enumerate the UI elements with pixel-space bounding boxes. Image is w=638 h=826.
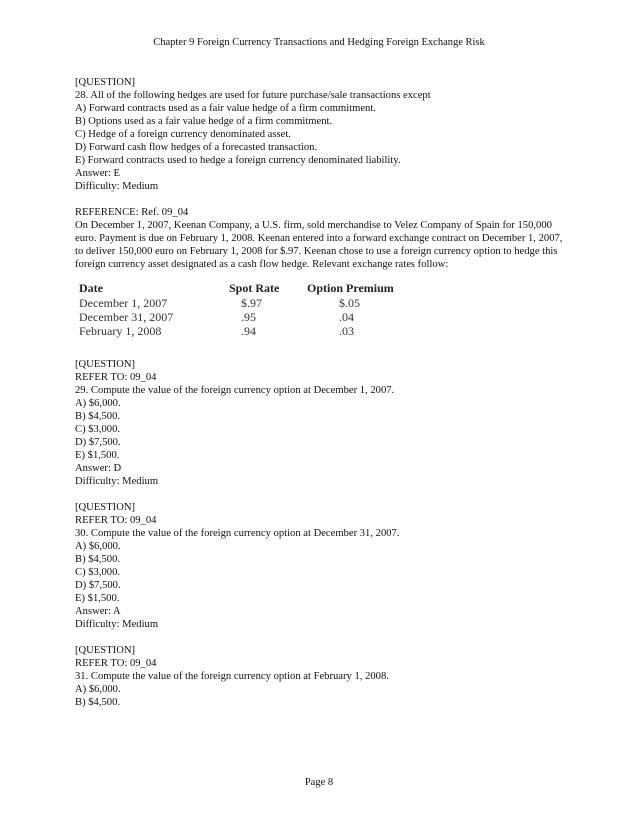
answer-option: C) $3,000. [75, 567, 121, 578]
table-cell-option-premium: $.05 [339, 295, 360, 310]
answer-key: Answer: D [75, 463, 122, 474]
answer-option: B) $4,500. [75, 697, 121, 708]
difficulty-label: Difficulty: Medium [75, 181, 159, 192]
column-header-date: Date [79, 281, 103, 295]
question-tag: [QUESTION] [75, 645, 136, 656]
refer-to: REFER TO: 09_04 [75, 372, 157, 383]
table-row [79, 296, 407, 310]
answer-option: B) Options used as a fair value hedge of a firm commitment. [75, 116, 333, 127]
answer-option: C) Hedge of a foreign currency denominated asset. [75, 129, 291, 140]
answer-option: D) $7,500. [75, 580, 121, 591]
answer-option: C) $3,000. [75, 424, 121, 435]
question-28 [75, 76, 565, 193]
table-cell-spot-rate: $.97 [241, 295, 262, 310]
table-cell-spot-rate: .95 [241, 309, 256, 324]
question-tag: [QUESTION] [75, 77, 136, 88]
question-30 [75, 501, 565, 631]
answer-option: E) $1,500. [75, 593, 120, 604]
document-body [75, 76, 565, 709]
table-cell-date: December 1, 2007 [79, 295, 168, 310]
answer-key: Answer: E [75, 168, 121, 179]
answer-option: A) $6,000. [75, 684, 121, 695]
table-cell-date: December 31, 2007 [79, 309, 174, 324]
reference-text: On December 1, 2007, Keenan Company, a U.S. firm, sold merchandise to Velez Company of Spain for 150,000 euro. Payment is due on February 1, 2008. Keenan entered into a forward exchange contract on December 1, 2007, to deliver 150,000 euro on February 1, 2008 for $.97. Keenan chose to use a foreign currency option to hedge this foreign currency asset designated as a cash flow hedge. Relevant exchange rates follow: [75, 220, 563, 270]
question-29 [75, 358, 565, 488]
question-stem: 31. Compute the value of the foreign currency option at February 1, 2008. [75, 671, 389, 682]
table-header-row [79, 281, 407, 296]
reference-title: REFERENCE: Ref. 09_04 [75, 207, 189, 218]
answer-option: E) Forward contracts used to hedge a foreign currency denominated liability. [75, 155, 401, 166]
difficulty-label: Difficulty: Medium [75, 476, 159, 487]
difficulty-label: Difficulty: Medium [75, 619, 159, 630]
exchange-rates-table [79, 281, 407, 338]
reference-09-04 [75, 206, 565, 338]
answer-option: D) Forward cash flow hedges of a forecasted transaction. [75, 142, 318, 153]
question-31 [75, 644, 565, 709]
page-header: Chapter 9 Foreign Currency Transactions and Hedging Foreign Exchange Risk [153, 37, 485, 48]
answer-option: E) $1,500. [75, 450, 120, 461]
table-cell-option-premium: .03 [339, 323, 354, 338]
table-cell-option-premium: .04 [339, 309, 354, 324]
question-stem: 29. Compute the value of the foreign currency option at December 1, 2007. [75, 385, 395, 396]
refer-to: REFER TO: 09_04 [75, 515, 157, 526]
answer-option: A) $6,000. [75, 398, 121, 409]
table-cell-date: February 1, 2008 [79, 323, 162, 338]
answer-option: B) $4,500. [75, 411, 121, 422]
refer-to: REFER TO: 09_04 [75, 658, 157, 669]
page-number: Page 8 [304, 777, 334, 788]
column-header-spot-rate: Spot Rate [229, 281, 280, 295]
table-row [79, 310, 407, 324]
answer-option: D) $7,500. [75, 437, 121, 448]
question-stem: 28. All of the following hedges are used for future purchase/sale transactions except [75, 90, 431, 101]
column-header-option-premium: Option Premium [307, 281, 394, 295]
answer-option: A) Forward contracts used as a fair value hedge of a firm commitment. [75, 103, 376, 114]
answer-option: A) $6,000. [75, 541, 121, 552]
question-stem: 30. Compute the value of the foreign currency option at December 31, 2007. [75, 528, 400, 539]
table-row [79, 324, 407, 338]
answer-option: B) $4,500. [75, 554, 121, 565]
question-tag: [QUESTION] [75, 359, 136, 370]
question-tag: [QUESTION] [75, 502, 136, 513]
answer-key: Answer: A [75, 606, 121, 617]
table-cell-spot-rate: .94 [241, 323, 256, 338]
